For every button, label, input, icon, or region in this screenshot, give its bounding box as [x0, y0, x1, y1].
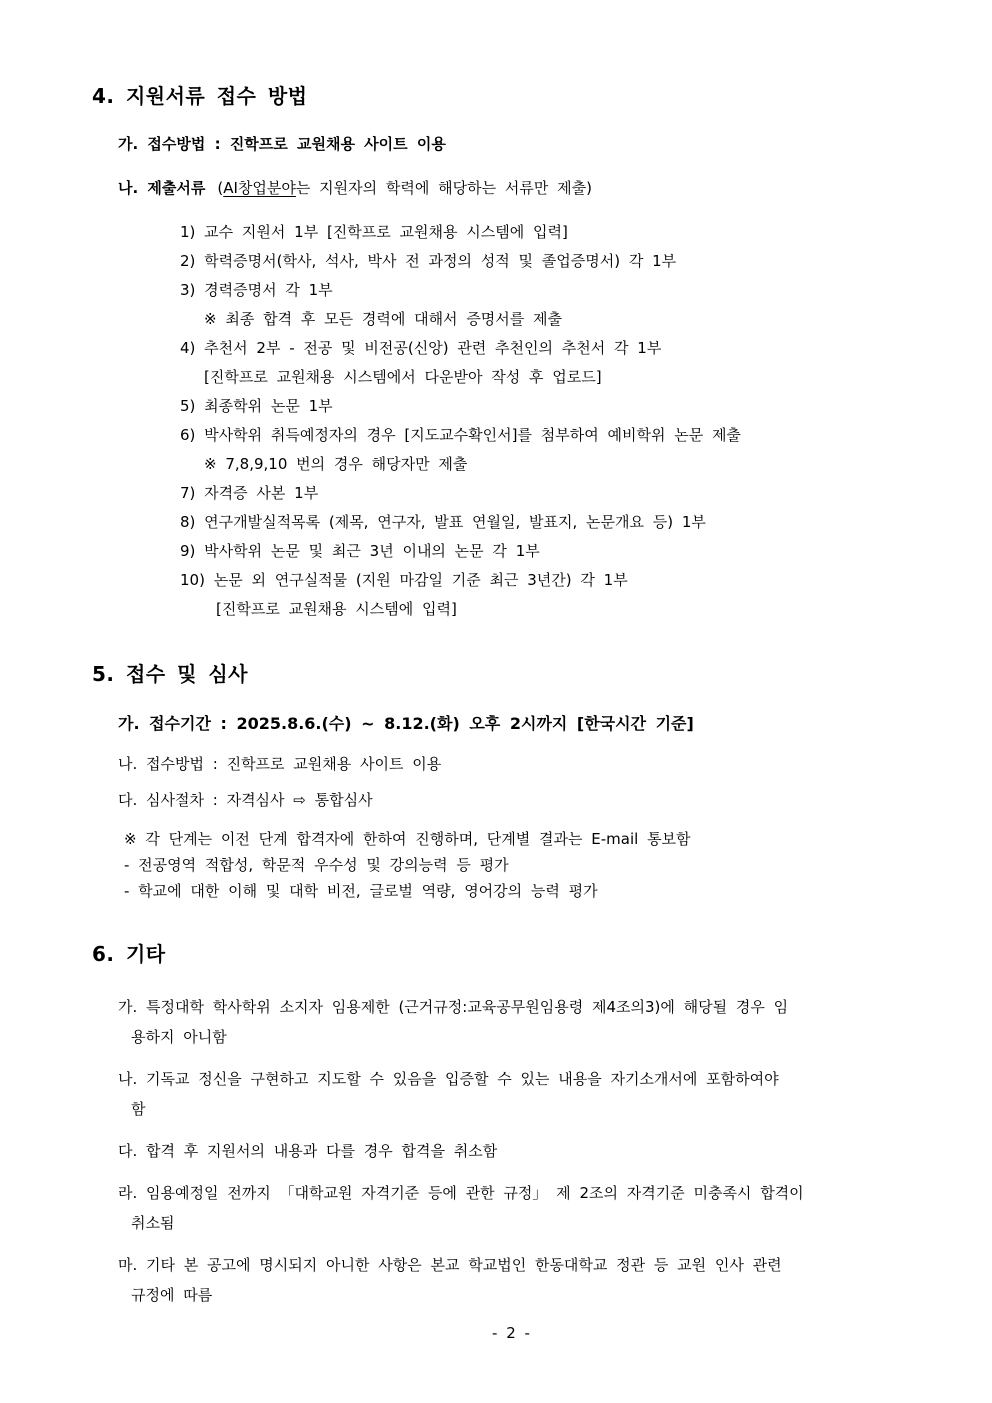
submission-docs-note-prefix: (	[217, 179, 224, 197]
etc-items	[92, 992, 932, 1310]
application-period-line: 가. 접수기간 : 2025.8.6.(수) ~ 8.12.(화) 오후 2시까지 [한국시간 기준]	[118, 714, 694, 733]
review-note-line: - 학교에 대한 이해 및 대학 비전, 글로벌 역량, 영어강의 능력 평가	[124, 882, 598, 900]
doc-list-line: 2) 학력증명서(학사, 석사, 박사 전 과정의 성적 및 졸업증명서) 각 1부	[180, 252, 677, 270]
doc-list-note: ※ 7,8,9,10 번의 경우 해당자만 제출	[204, 455, 468, 473]
doc-list-continuation: [진학프로 교원채용 시스템에서 다운받아 작성 후 업로드]	[204, 368, 602, 386]
doc-list-line: 6) 박사학위 취득예정자의 경우 [지도교수확인서]를 첨부하여 예비학위 논문 제출	[180, 426, 741, 444]
receipt-method-line: 가. 접수방법 : 진학프로 교원채용 사이트 이용	[118, 135, 446, 153]
doc-list-continuation: [진학프로 교원채용 시스템에 입력]	[216, 600, 457, 618]
etc-item-line1: 라. 임용예정일 전까지 「대학교원 자격기준 등에 관한 규정」 제 2조의 자격기준 미충족시 합격이	[118, 1184, 804, 1202]
etc-item-line1: 가. 특정대학 학사학위 소지자 임용제한 (근거규정:교육공무원임용령 제4조의3)에 해당될 경우 임	[118, 998, 789, 1016]
doc-list-line: 1) 교수 지원서 1부 [진학프로 교원채용 시스템에 입력]	[180, 223, 568, 241]
review-note-line: - 전공영역 적합성, 학문적 우수성 및 강의능력 등 평가	[124, 856, 509, 874]
section-5-heading: 5. 접수 및 심사	[92, 662, 249, 686]
etc-item	[92, 1064, 932, 1124]
etc-item-line1: 다. 합격 후 지원서의 내용과 다를 경우 합격을 취소함	[118, 1142, 498, 1160]
etc-item-line1: 나. 기독교 정신을 구현하고 지도할 수 있음을 입증할 수 있는 내용을 자기소개서에 포함하여야	[118, 1070, 779, 1088]
ai-field-underlined: AI창업분야	[223, 179, 296, 197]
etc-item-line1: 마. 기타 본 공고에 명시되지 아니한 사항은 본교 학교법인 한동대학교 정관 등 교원 인사 관련	[118, 1256, 782, 1274]
submission-docs-label: 나. 제출서류	[118, 179, 206, 197]
doc-list-line: 9) 박사학위 논문 및 최근 3년 이내의 논문 각 1부	[180, 542, 540, 560]
review-procedure-line: 다. 심사절차 : 자격심사 ⇨ 통합심사	[118, 791, 373, 809]
doc-list-line: 10) 논문 외 연구실적물 (지원 마감일 기준 최근 3년간) 각 1부	[180, 571, 628, 589]
page-number: - 2 -	[492, 1324, 532, 1342]
doc-list-line: 3) 경력증명서 각 1부	[180, 281, 333, 299]
section-4-heading: 4. 지원서류 접수 방법	[92, 84, 308, 108]
application-method-line: 나. 접수방법 : 진학프로 교원채용 사이트 이용	[118, 755, 442, 773]
etc-item-line2: 취소됨	[131, 1214, 175, 1232]
doc-list-note: ※ 최종 합격 후 모든 경력에 대해서 증명서를 제출	[204, 310, 563, 328]
review-note-line: ※ 각 단계는 이전 단계 합격자에 한하여 진행하며, 단계별 결과는 E-mail 통보함	[124, 830, 691, 848]
etc-item-line2: 규정에 따름	[131, 1286, 213, 1304]
submission-doc-list	[92, 218, 932, 624]
doc-list-line: 4) 추천서 2부 - 전공 및 비전공(신앙) 관련 추천인의 추천서 각 1부	[180, 339, 662, 357]
submission-docs-note-rest: 는 지원자의 학력에 해당하는 서류만 제출)	[295, 179, 592, 197]
doc-list-line: 8) 연구개발실적목록 (제목, 연구자, 발표 연월일, 발표지, 논문개요 등) 1부	[180, 513, 706, 531]
section-6	[92, 940, 932, 1310]
section-5	[92, 660, 932, 904]
section-4	[92, 82, 932, 624]
etc-item	[92, 1178, 932, 1238]
doc-list-line: 5) 최종학위 논문 1부	[180, 397, 333, 415]
section-6-heading: 6. 기타	[92, 942, 166, 966]
etc-item-line2: 함	[131, 1100, 146, 1118]
review-notes	[124, 826, 932, 904]
submission-docs-line	[118, 176, 932, 200]
etc-item	[92, 1136, 932, 1166]
etc-item-line2: 용하지 아니함	[131, 1028, 227, 1046]
doc-list-line: 7) 자격증 사본 1부	[180, 484, 319, 502]
etc-item	[92, 1250, 932, 1310]
etc-item	[92, 992, 932, 1052]
